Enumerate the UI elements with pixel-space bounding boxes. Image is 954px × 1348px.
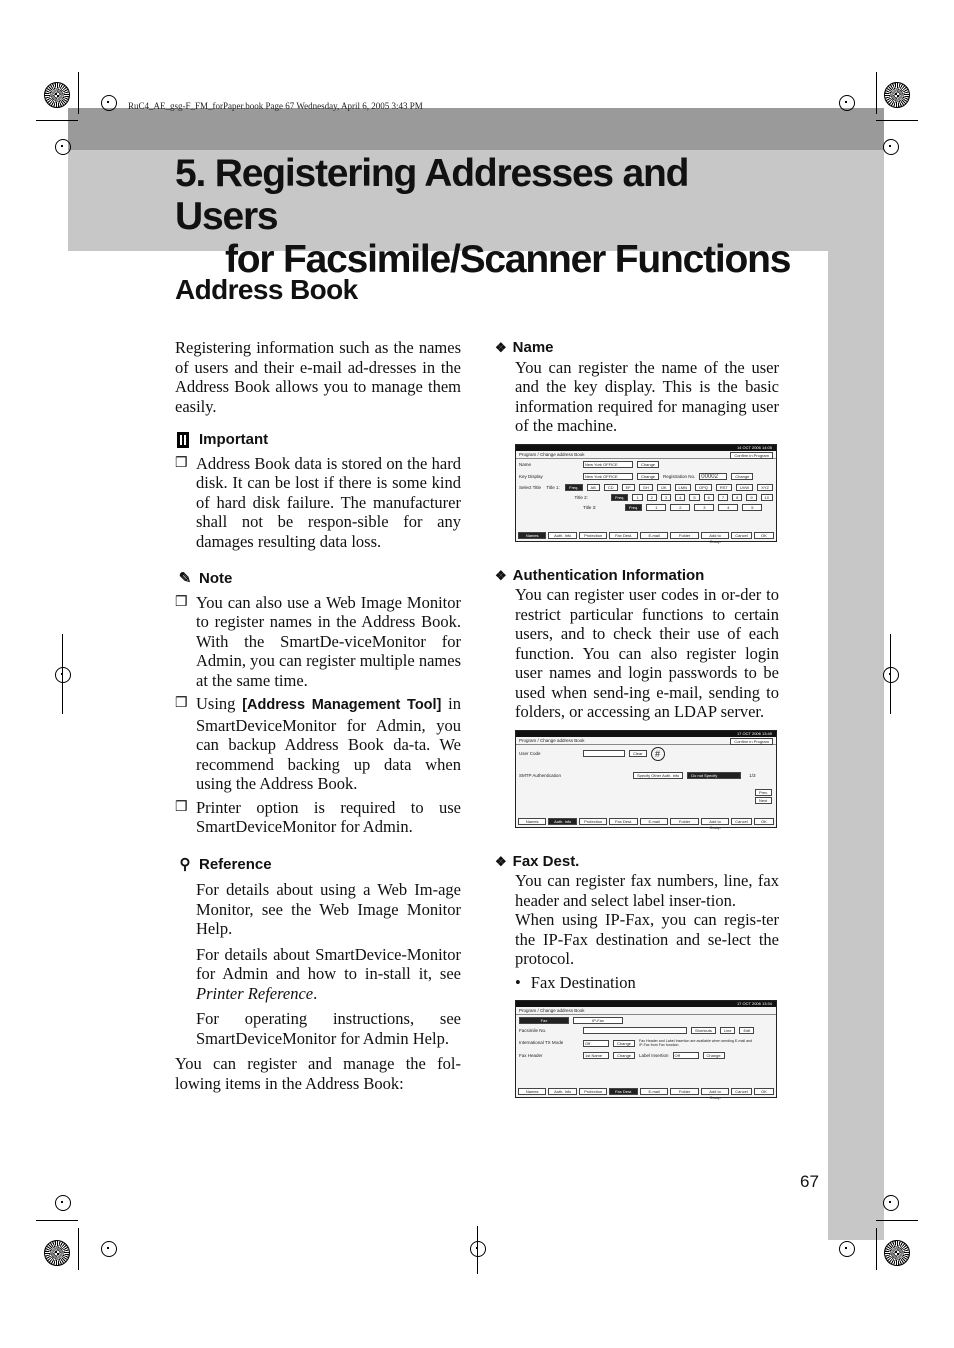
crop-mark-icon — [878, 1190, 902, 1214]
tab-ip-fax[interactable]: IP-Fax — [573, 1017, 623, 1024]
section-title: Address Book — [175, 274, 358, 305]
color-target-icon — [44, 82, 70, 108]
cancel-button[interactable]: Cancel — [731, 1088, 751, 1095]
title-key[interactable]: 4 — [675, 494, 685, 501]
next-button[interactable]: Next — [755, 797, 772, 804]
change-button[interactable]: Change — [703, 1052, 725, 1059]
tab-protection[interactable]: Protection — [579, 532, 607, 539]
title-key[interactable]: 3 — [694, 504, 714, 511]
title-key[interactable]: EF — [622, 484, 635, 491]
note-heading: ✎ Note — [175, 569, 461, 589]
shortcut-button[interactable]: Shortcuts — [691, 1027, 716, 1034]
name-heading: ❖ Name — [495, 339, 554, 356]
title-key[interactable]: 3 — [661, 494, 671, 501]
fax-number-field[interactable] — [583, 1027, 687, 1034]
title-key[interactable]: UVW — [736, 484, 753, 491]
checkbox-bullet-icon: ❒ — [175, 799, 188, 815]
intro-paragraph: Registering information such as the names of users and their e-mail ad-dresses in the Address Book allows you to manage them easily. — [175, 338, 461, 416]
auth-screen: 17 OCT 2006 13:45 Program / Change address Book Confirm in Program User Code Clear # SMTP Authentication Specify Other Auth. Info Do not Specify 1/3 Prev. Next Names Auth. Info Protection Fax Dest. E-mail Folder Add to Group Cancel OK — [515, 730, 777, 828]
reference-paragraph: For operating instructions, see SmartDeviceMonitor for Admin Help. — [196, 1009, 461, 1048]
tab-fax[interactable]: Fax — [519, 1017, 569, 1024]
tab-names[interactable]: Names — [518, 532, 546, 539]
dot-bullet-icon: • — [515, 972, 521, 992]
key-display-field[interactable]: New York OFFICE — [583, 473, 633, 480]
crop-mark-icon — [50, 1190, 74, 1214]
freq-key[interactable]: Freq. — [611, 494, 628, 501]
title-key[interactable]: CD — [604, 484, 618, 491]
clear-button[interactable]: Clear — [629, 750, 647, 757]
crop-line — [36, 120, 78, 121]
crop-mark-icon — [834, 1236, 858, 1260]
important-item: ❒ Address Book data is stored on the hard disk. It can be lost if there is some kind of hard disk failure. The manufacturer shall not be respon-sible for any damages resulting data loss. — [175, 453, 461, 551]
screen-tabs — [518, 818, 774, 830]
title-key[interactable]: 1 — [646, 504, 666, 511]
printer-reference-link: Printer Reference — [196, 983, 314, 1003]
note-item: ❒ Printer option is required to use SmartDeviceMonitor for Admin. — [175, 797, 461, 836]
title-key[interactable]: AB — [587, 484, 600, 491]
important-heading: Important — [175, 430, 461, 450]
title-key[interactable]: 2 — [670, 504, 690, 511]
specify-other-auth-button[interactable]: Specify Other Auth. Info — [633, 772, 683, 779]
magnifier-icon: ⚲ — [179, 855, 191, 873]
left-column — [175, 338, 461, 1093]
title-key[interactable]: 10 — [761, 494, 773, 501]
reference-paragraph: For details about using a Web Im-age Monitor, see the Web Image Monitor Help. — [196, 880, 461, 938]
freq-key[interactable]: Freq. — [625, 504, 642, 511]
title-key[interactable]: RST — [716, 484, 732, 491]
crop-line — [876, 120, 918, 121]
crop-line — [876, 72, 877, 114]
tab-folder[interactable]: Folder — [670, 532, 698, 539]
do-not-specify-button[interactable]: Do not Specify — [687, 772, 741, 779]
freq-key[interactable]: Freq. — [565, 484, 582, 491]
change-button[interactable]: Change — [613, 1052, 635, 1059]
checkbox-bullet-icon: ❒ — [175, 594, 188, 610]
fax-dest-heading: ❖ Fax Dest. — [495, 852, 580, 870]
reference-paragraph: For details about SmartDevice-Monitor for Admin and how to in-stall it, see Printer Reference. — [196, 944, 461, 1003]
checkbox-bullet-icon: ❒ — [175, 696, 188, 711]
confirm-button[interactable]: Confirm in Program — [730, 738, 773, 745]
crop-line — [477, 1226, 478, 1274]
tab-fax-dest[interactable]: Fax Dest. — [609, 532, 637, 539]
chapter-title-line1: 5. Registering Addresses and Users — [175, 152, 689, 238]
note-item: ❒ Using [Address Management Tool] in SmartDeviceMonitor for Admin, you can backup Address Book da-ta. We recommend backing up data when using the Address Book. — [175, 694, 461, 793]
title-key[interactable]: OPQ — [695, 484, 712, 491]
checkbox-bullet-icon: ❒ — [175, 455, 188, 471]
title-key[interactable]: 1 — [632, 494, 642, 501]
tab-fax-dest[interactable]: Fax Dest. — [609, 818, 637, 825]
crop-mark-icon — [96, 1236, 120, 1260]
name-screen: 14 OCT 2006 14:05 Program / Change address Book Confirm in Program Name New York OFFICE Change Key Display New York OFFICE Change Registration No. 00002 Change Select Title Title 1: Freq. AB CD EF GH IJK LMN OPQ RST UVW XYZ Title 2: Freq. 1 2 3 4 5 6 7 8 9 10 Title 3: Freq. 1 2 3 4 5 Names Auth. Info Protection Fax Dest. E-mail Folder Add to Group Cancel OK — [515, 444, 777, 542]
name-body: You can register the name of the user and the key display. This is the basic information required for managing user of the machine. — [515, 357, 779, 435]
title-key[interactable]: 8 — [732, 494, 742, 501]
tab-email[interactable]: E-mail — [640, 1088, 668, 1095]
fax-destination-bullet: • Fax Destination — [515, 972, 636, 992]
crop-line — [36, 1220, 78, 1221]
tab-protection[interactable]: Protection — [579, 1088, 607, 1095]
crop-line — [78, 1228, 79, 1270]
edit-button[interactable]: Edit — [739, 1027, 754, 1034]
diamond-bullet-icon: ❖ — [495, 853, 507, 869]
title-key[interactable]: 6 — [704, 494, 714, 501]
color-target-icon — [884, 82, 910, 108]
title-key[interactable]: IJK — [657, 484, 671, 491]
title-key[interactable]: 2 — [647, 494, 657, 501]
cancel-button[interactable]: Cancel — [731, 818, 751, 825]
title-key[interactable]: 9 — [746, 494, 756, 501]
important-icon — [175, 431, 195, 449]
tab-names[interactable]: Names — [518, 818, 546, 825]
ok-button[interactable]: OK — [754, 532, 774, 539]
confirm-button[interactable]: Confirm in Program — [730, 452, 773, 459]
title-key[interactable]: 5 — [742, 504, 762, 511]
user-code-field[interactable] — [583, 750, 625, 757]
tab-folder[interactable]: Folder — [670, 1088, 698, 1095]
title-key[interactable]: LMN — [675, 484, 691, 491]
tab-auth-info[interactable]: Auth. Info — [548, 1088, 576, 1095]
file-stamp: RuC4_AE_gsg-F_FM_forPaper.book Page 67 Wednesday, April 6, 2005 3:43 PM — [128, 101, 423, 111]
tab-auth-info[interactable]: Auth. Info — [548, 532, 576, 539]
tab-add-to-group[interactable]: Add to Group — [701, 818, 729, 825]
right-column — [495, 338, 779, 1098]
fax-screen: 17 OCT 2006 13:34 Program / Change address Book Fax IP-Fax Facsimile No. Shortcuts Line Edit International TX Mode Off Change Fax Header and Label Insertion are available when sending E-mail and IP-Fax from Fax function. Fax Header 1st Name Change Label Insertion Off Change Names Auth. Info Protection Fax Dest. E-mail Folder Add to Group Cancel OK — [515, 1000, 777, 1098]
name-field[interactable]: New York OFFICE — [583, 461, 633, 468]
change-button[interactable]: Change — [637, 473, 659, 480]
cancel-button[interactable]: Cancel — [731, 532, 751, 539]
page-number: 67 — [800, 1172, 819, 1191]
color-target-icon — [884, 1240, 910, 1266]
change-button[interactable]: Change — [637, 461, 659, 468]
address-management-tool-label: [Address Management Tool] — [242, 697, 442, 713]
pencil-icon: ✎ — [178, 570, 192, 587]
hash-key-icon[interactable]: # — [651, 747, 665, 761]
crop-mark-icon — [96, 90, 120, 114]
auth-body: You can register user codes in or-der to restrict particular functions to certain users, and to check their use of each function. You can also register login user names and login passwords to be used when send-ing e-mail, sending to folders, or accessing an LDAP server. — [515, 585, 779, 721]
tab-email[interactable]: E-mail — [640, 818, 668, 825]
change-button[interactable]: Change — [613, 1040, 635, 1047]
auth-heading: ❖ Authentication Information — [495, 566, 705, 584]
chapter-title — [175, 152, 795, 281]
diamond-bullet-icon: ❖ — [495, 567, 507, 583]
tab-auth-info[interactable]: Auth. Info — [548, 818, 576, 825]
fax-body: You can register fax numbers, line, fax header and select label inser-tion. — [515, 871, 779, 910]
crop-line — [890, 634, 891, 714]
note-item: ❒ You can also use a Web Image Monitor to register names in the Address Book. With the SmartDe-viceMonitor for Admin, you can register multiple names at the same time. — [175, 592, 461, 690]
diamond-bullet-icon: ❖ — [495, 340, 507, 355]
crop-line — [876, 1220, 918, 1221]
fax-body: When using IP-Fax, you can regis-ter the IP-Fax destination and se-lect the protocol. — [515, 910, 779, 968]
crop-line — [62, 634, 63, 714]
title-key[interactable]: GH — [639, 484, 653, 491]
title-key[interactable]: 4 — [718, 504, 738, 511]
outro-paragraph: You can register and manage the fol-lowing items in the Address Book: — [175, 1054, 461, 1093]
ok-button[interactable]: OK — [754, 818, 774, 825]
tab-add-to-group[interactable]: Add to Group — [701, 532, 729, 539]
title-key[interactable]: 5 — [689, 494, 699, 501]
tab-email[interactable]: E-mail — [640, 532, 668, 539]
crop-mark-icon — [878, 134, 902, 158]
tab-folder[interactable]: Folder — [670, 818, 698, 825]
line-button[interactable]: Line — [720, 1027, 736, 1034]
crop-line — [78, 72, 79, 114]
prev-button[interactable]: Prev. — [755, 789, 772, 796]
tab-fax-dest[interactable]: Fax Dest. — [609, 1088, 637, 1095]
crop-line — [876, 1228, 877, 1270]
color-target-icon — [44, 1240, 70, 1266]
change-button[interactable]: Change — [731, 473, 753, 480]
tab-names[interactable]: Names — [518, 1088, 546, 1095]
tab-add-to-group[interactable]: Add to Group — [701, 1088, 729, 1095]
chapter-title-line2: for Facsimile/Scanner Functions — [225, 238, 791, 281]
ok-button[interactable]: OK — [754, 1088, 774, 1095]
title-key[interactable]: 7 — [718, 494, 728, 501]
header-top-strip — [68, 108, 884, 150]
crop-mark-icon — [50, 134, 74, 158]
reference-heading: ⚲ Reference — [175, 855, 461, 875]
crop-mark-icon — [834, 90, 858, 114]
side-thumb-band — [828, 251, 884, 1240]
tab-protection[interactable]: Protection — [579, 818, 607, 825]
title-key[interactable]: XYZ — [757, 484, 773, 491]
screen-tabs — [518, 1088, 774, 1100]
screen-tabs — [518, 532, 774, 544]
